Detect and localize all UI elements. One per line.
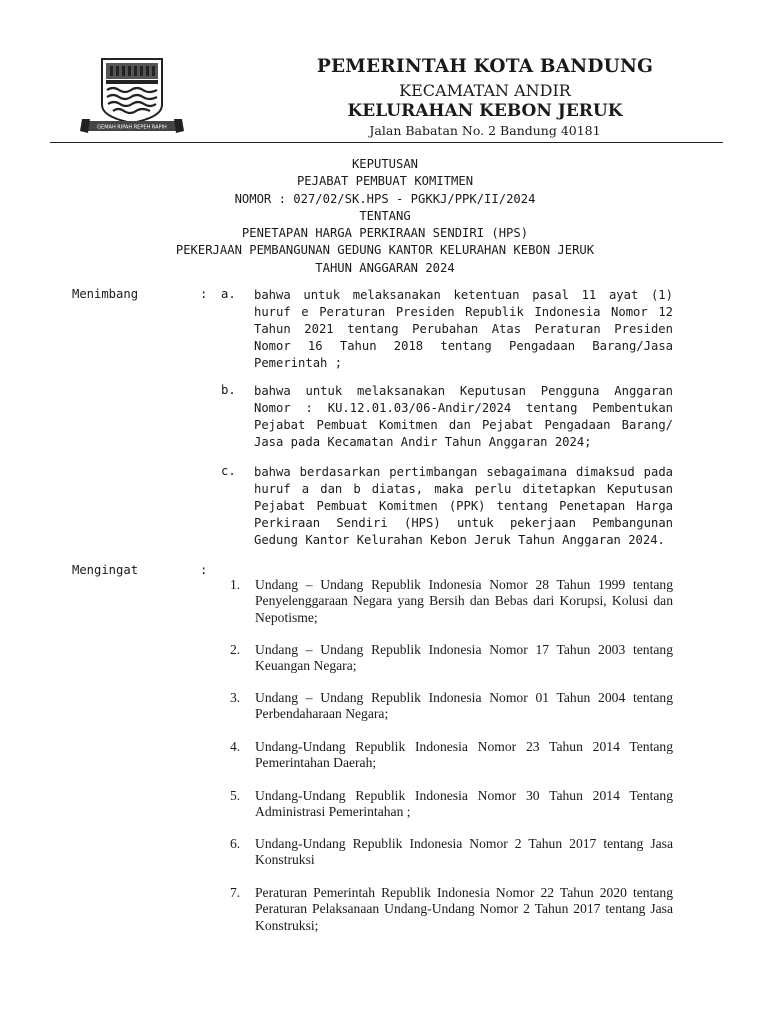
item-number: 1. xyxy=(230,577,241,592)
legal-basis-item: Undang – Undang Republik Indonesia Nomor 17 Tahun 2003 tentang Keuangan Negara; xyxy=(255,642,673,674)
consideration-item: bahwa untuk melaksanakan Keputusan Pengguna Anggaran Nomor : KU.12.01.03/06-Andir/2024 tentang Pembentukan Pejabat Pembuat Komitmen dan Pejabat Pengadaan Barang/ Jasa pada Kecamatan Andir Tahun Anggaran 2024; xyxy=(254,384,673,450)
consideration-item: bahwa untuk melaksanakan ketentuan pasal 11 ayat (1) huruf e Peraturan Presiden Republik Indonesia Nomor 12 Tahun 2021 tentang Perubahan Atas Peraturan Presiden Nomor 16 Tahun 2018 tentang Pengadaan Barang/Jasa Pemerintah ; xyxy=(254,288,673,371)
item-number: 3. xyxy=(230,690,241,705)
office-address: Jalan Babatan No. 2 Bandung 40181 xyxy=(369,123,601,138)
emblem-motto: GEMAH RIPAH REPEH RAPIH xyxy=(97,124,167,131)
menimbang-label: Menimbang xyxy=(72,287,139,301)
item-letter: a. xyxy=(221,287,236,301)
mengingat-colon: : xyxy=(200,563,208,577)
title-line: PEJABAT PEMBUAT KOMITMEN xyxy=(296,174,474,189)
consideration-item: bahwa berdasarkan pertimbangan sebagaimana dimaksud pada huruf a dan b diatas, maka perlu ditetapkan Keputusan Pejabat Pembuat Komitmen (PPK) tentang Penetapan Harga Perkiraan Sendiri (HPS) untuk pekerjaan Pembangunan Gedung Kantor Kelurahan Kebon Jeruk Tahun Anggaran 2024. xyxy=(254,465,673,548)
item-letter: b. xyxy=(221,383,236,397)
menimbang-colon: : xyxy=(200,287,208,301)
mengingat-label: Mengingat xyxy=(72,563,139,577)
legal-basis-item: Peraturan Pemerintah Republik Indonesia Nomor 22 Tahun 2020 tentang Peraturan Pelaksanaan Undang-Undang Nomor 2 Tahun 2017 tentang Jasa Konstruksi; xyxy=(255,885,673,933)
title-line: KEPUTUSAN xyxy=(351,157,419,171)
decree-title xyxy=(40,156,730,277)
title-line: TAHUN ANGGARAN 2024 xyxy=(315,260,455,275)
title-line: PENETAPAN HARGA PERKIRAAN SENDIRI (HPS) xyxy=(241,226,529,241)
item-number: 4. xyxy=(230,739,241,754)
legal-basis-item: Undang – Undang Republik Indonesia Nomor 28 Tahun 1999 tentang Penyelenggaraan Negara yang Bersih dan Bebas dari Korupsi, Kolusi dan Nepotisme; xyxy=(255,577,673,625)
legal-basis-item: Undang-Undang Republik Indonesia Nomor 23 Tahun 2014 Tentang Pemerintahan Daerah; xyxy=(255,739,673,771)
decree-number: NOMOR : 027/02/SK.HPS - PGKKJ/PPK/II/2024 xyxy=(234,191,536,206)
item-letter: c. xyxy=(221,464,236,478)
letterhead-divider xyxy=(50,142,723,143)
title-line: PEKERJAAN PEMBANGUNAN GEDUNG KANTOR KELURAHAN KEBON JERUK xyxy=(175,243,595,258)
item-number: 7. xyxy=(230,885,241,900)
legal-basis-item: Undang-Undang Republik Indonesia Nomor 2 Tahun 2017 tentang Jasa Konstruksi xyxy=(255,836,673,868)
title-line: TENTANG xyxy=(359,208,411,223)
district-name: KECAMATAN ANDIR xyxy=(399,81,571,100)
village-name: KELURAHAN KEBON JERUK xyxy=(347,101,623,121)
legal-basis-item: Undang – Undang Republik Indonesia Nomor 01 Tahun 2004 tentang Perbendaharaan Negara; xyxy=(255,690,673,722)
item-number: 5. xyxy=(230,788,241,803)
item-number: 2. xyxy=(230,642,241,657)
government-name: PEMERINTAH KOTA BANDUNG xyxy=(316,56,654,77)
city-emblem-icon xyxy=(80,55,184,133)
item-number: 6. xyxy=(230,836,241,851)
legal-basis-item: Undang-Undang Republik Indonesia Nomor 30 Tahun 2014 Tentang Administrasi Pemerintahan ; xyxy=(255,788,673,820)
